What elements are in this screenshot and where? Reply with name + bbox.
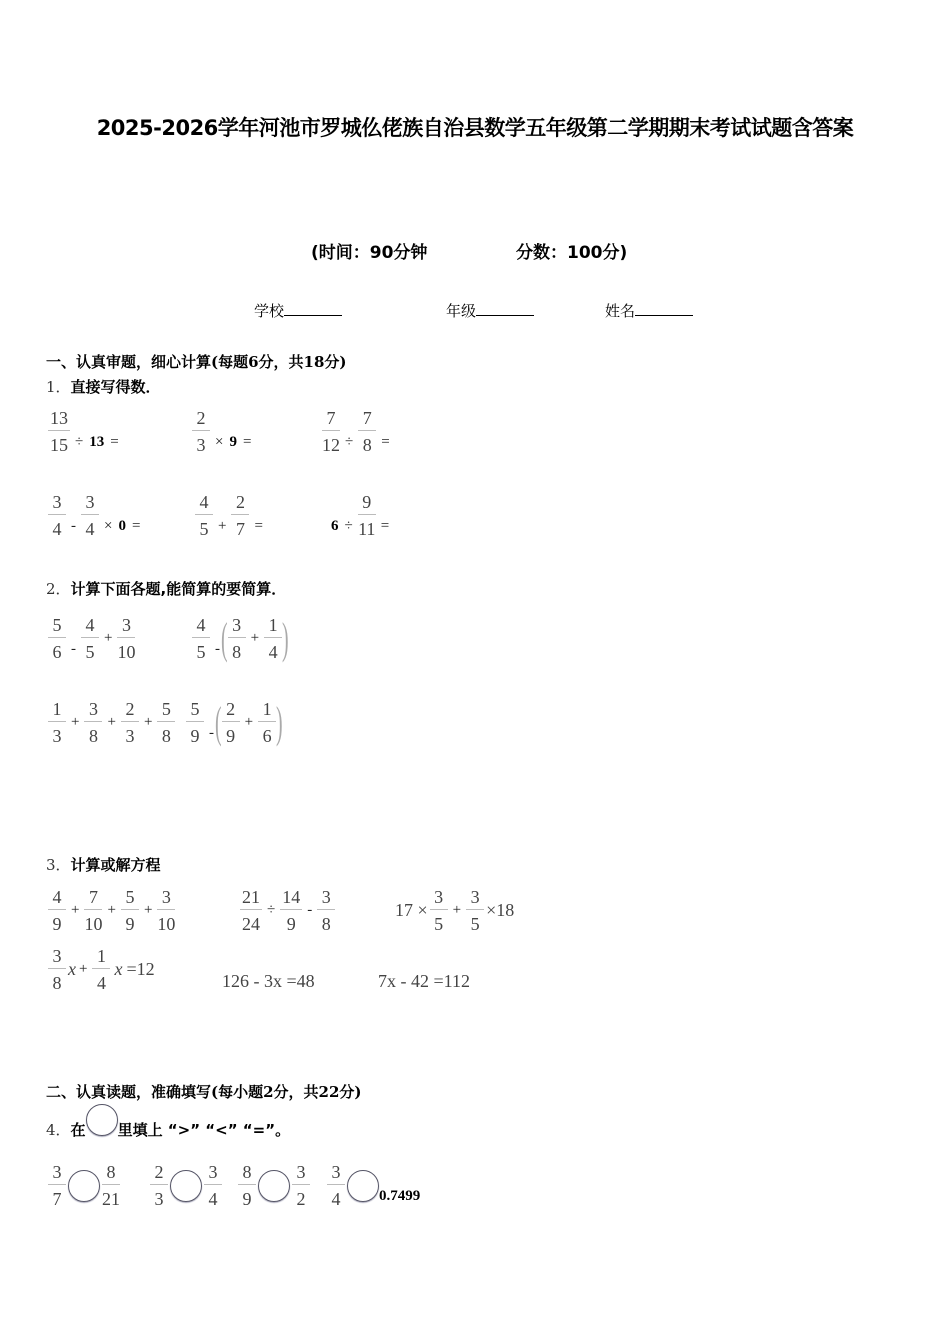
q1-item-2 [190,408,254,455]
compare-circle[interactable] [258,1170,290,1202]
fraction [48,1162,66,1209]
q1-item-3 [320,408,393,455]
math-token: = [380,518,390,534]
math-token: x [114,959,123,979]
denominator: 5 [196,642,206,662]
math-token: + [218,518,227,534]
numerator: 4 [48,887,66,910]
grade-label: 年级 [446,302,477,320]
q2-item-3 [46,699,177,746]
fraction [292,1162,310,1209]
numerator: 3 [327,1162,345,1185]
math-token: × [215,434,224,450]
math-token: 13 [89,434,105,450]
denominator: 9 [226,726,236,746]
math-token: ÷ [75,434,84,450]
math-token: 6 [331,518,339,534]
fraction [102,1162,120,1209]
question-text: 直接写得数． [70,378,161,396]
fraction [322,408,340,455]
section-2-heading: 二、认真读题，准确填写(每小题2分，共22分) [46,1083,362,1101]
fraction [192,615,210,662]
compare-circle[interactable] [68,1170,100,1202]
denominator: 5 [199,519,209,539]
numerator: 3 [48,1162,66,1185]
q3-item-3 [395,887,514,934]
time-label: (时间：90分钟 [311,243,428,263]
denominator: 12 [322,435,340,455]
fraction [264,615,282,662]
numerator: 2 [121,699,139,722]
numerator: 1 [264,615,282,638]
right-paren: ) [282,613,289,663]
numerator: 1 [48,699,66,722]
denominator: 3 [125,726,135,746]
math-token: = [110,434,119,450]
denominator: 5 [434,914,444,934]
question-text: 计算或解方程 [70,856,161,874]
fraction [84,699,102,746]
fraction [222,699,240,746]
math-token: + [143,902,153,918]
question-2-prompt [46,578,286,599]
fraction [157,699,175,746]
denominator: 4 [52,519,62,539]
numerator: 5 [186,699,204,722]
fraction [48,699,66,746]
numerator: 3 [117,615,135,638]
math-token: + [452,902,462,918]
fraction [121,887,139,934]
math-token: + [143,714,153,730]
numerator: 3 [204,1162,222,1185]
denominator: 10 [117,642,136,662]
math-token: 0 [118,518,126,534]
denominator: 7 [235,519,245,539]
denominator: 8 [321,914,331,934]
math-token: = [254,518,263,534]
q4-item-1 [46,1162,122,1209]
numerator: 3 [48,946,66,969]
numerator: 8 [102,1162,120,1185]
fraction [192,408,210,455]
denominator: 15 [50,435,68,455]
denominator: 24 [242,914,260,934]
q4-item-4 [325,1162,423,1209]
q2-item-1 [46,615,137,662]
denominator: 3 [196,435,206,455]
denominator: 5 [470,914,480,934]
question-3-prompt [46,854,161,875]
math-token: × [104,518,113,534]
math-token: + [107,714,116,730]
fraction [121,699,139,746]
fraction [150,1162,168,1209]
denominator: 8 [52,973,62,993]
fraction [81,615,99,662]
denominator: 6 [262,726,272,746]
q2-item-2 [190,615,287,662]
fraction [231,492,249,539]
right-paren: ) [276,697,283,747]
math-token: - [209,725,214,741]
fraction [48,408,70,455]
math-token: + [79,961,88,977]
denominator: 9 [125,914,135,934]
numerator: 2 [192,408,210,431]
numerator: 1 [92,946,110,969]
denominator: 10 [157,914,176,934]
q3-item-2 [238,887,337,934]
denominator: 9 [190,726,200,746]
denominator: 8 [232,642,242,662]
fraction [280,887,302,934]
math-token: = [131,518,141,534]
denominator: 8 [161,726,171,746]
fraction [204,1162,222,1209]
denominator: 5 [85,642,95,662]
numerator: 3 [317,887,335,910]
denominator: 9 [52,914,62,934]
name-field[interactable] [605,300,693,321]
denominator: 10 [84,914,103,934]
math-token: + [250,630,260,646]
grade-field[interactable] [446,300,534,321]
q1-item-5 [193,492,266,539]
question-number: 4． [46,1121,71,1139]
math-token: + [71,902,80,918]
fraction [48,615,66,662]
fraction [358,492,376,539]
denominator: 2 [296,1189,306,1209]
section-1-heading: 一、认真审题，细心计算(每题6分，共18分) [46,353,347,371]
math-token: 0.7499 [379,1188,421,1204]
fraction [238,1162,256,1209]
fraction [466,887,484,934]
math-token: - [215,641,220,657]
math-token: - [307,902,313,918]
q3-item-5: 126 - 3x =48 [222,971,315,991]
math-token: + [244,714,254,730]
math-token: - [71,641,76,657]
numerator: 7 [322,408,340,431]
numerator: 3 [157,887,175,910]
numerator: 5 [48,615,66,638]
denominator: 11 [358,519,376,539]
math-token: - [71,518,76,534]
question-number: 3． [46,856,71,874]
fraction [430,887,448,934]
math-token: x [68,959,76,979]
compare-circle[interactable] [347,1170,379,1202]
numerator: 4 [195,492,213,515]
denominator: 3 [52,726,62,746]
numerator: 4 [192,615,210,638]
school-label: 学校 [254,302,285,320]
school-field[interactable] [254,300,342,321]
fraction [48,946,66,993]
numerator: 3 [48,492,66,515]
fraction [240,887,262,934]
math-token: 17 × [395,900,428,920]
denominator: 8 [362,435,372,455]
denominator: 4 [268,642,278,662]
q3-item-6: 7x - 42 =112 [378,971,470,991]
grade-blank[interactable] [476,301,534,316]
math-token: + [71,714,80,730]
numerator: 3 [81,492,99,515]
numerator: 8 [238,1162,256,1185]
denominator: 6 [52,642,62,662]
fraction [84,887,102,934]
numerator: 21 [240,887,262,910]
math-token: ÷ [267,902,276,918]
q3-item-4 [46,946,155,993]
math-token: = [242,434,252,450]
numerator: 5 [157,699,175,722]
math-token: + [104,630,113,646]
fraction [317,887,335,934]
denominator: 21 [102,1189,120,1209]
circle-icon [86,1104,118,1136]
q4-item-3 [236,1162,312,1209]
numerator: 2 [231,492,249,515]
compare-circle[interactable] [170,1170,202,1202]
math-token: ÷ [345,434,354,450]
numerator: 3 [228,615,246,638]
fraction [228,615,246,662]
numerator: 5 [121,887,139,910]
numerator: 3 [292,1162,310,1185]
question-text: 计算下面各题,能简算的要简算． [70,580,287,598]
name-blank[interactable] [635,301,693,316]
fraction [157,887,175,934]
q1-item-1 [46,408,122,455]
question-1-prompt [46,376,161,397]
left-paren: ( [215,697,222,747]
numerator: 4 [81,615,99,638]
question-4-prompt: 4． 在 里填上 “>” “<” “=”。 [46,1104,290,1140]
score-label: 分数：100分) [516,243,628,263]
fraction [258,699,276,746]
math-token: ÷ [344,518,353,534]
numerator: 3 [84,699,102,722]
math-token: + [107,902,116,918]
fraction [195,492,213,539]
fraction [358,408,376,455]
math-token: =12 [126,959,155,979]
denominator: 9 [286,914,296,934]
fraction [186,699,204,746]
numerator: 7 [84,887,102,910]
math-token: = [381,434,390,450]
question-number: 1． [46,378,71,396]
q4-item-2 [148,1162,224,1209]
denominator: 4 [208,1189,218,1209]
left-paren: ( [221,613,228,663]
numerator: 1 [258,699,276,722]
school-blank[interactable] [284,301,342,316]
q2-item-4 [184,699,281,746]
numerator: 2 [222,699,240,722]
q1-item-6 [328,492,392,539]
denominator: 4 [85,519,95,539]
fraction [327,1162,345,1209]
numerator: 2 [150,1162,168,1185]
denominator: 9 [242,1189,252,1209]
q3-item-1 [46,887,177,934]
numerator: 7 [358,408,376,431]
question-number: 2． [46,580,71,598]
denominator: 7 [52,1189,62,1209]
fraction [117,615,135,662]
numerator: 13 [48,408,70,431]
numerator: 3 [430,887,448,910]
fraction [92,946,110,993]
math-token: ×18 [486,900,515,920]
name-label: 姓名 [605,302,636,320]
fraction [81,492,99,539]
q1-item-4 [46,492,143,539]
numerator: 14 [280,887,302,910]
numerator: 3 [466,887,484,910]
denominator: 4 [96,973,106,993]
fraction [48,887,66,934]
denominator: 4 [331,1189,341,1209]
denominator: 8 [88,726,98,746]
fraction [48,492,66,539]
numerator: 9 [358,492,376,515]
denominator: 3 [154,1189,164,1209]
document-title: 2025-2026学年河池市罗城仫佬族自治县数学五年级第二学期期末考试试题含答案 [96,116,854,140]
math-token: 9 [229,434,237,450]
